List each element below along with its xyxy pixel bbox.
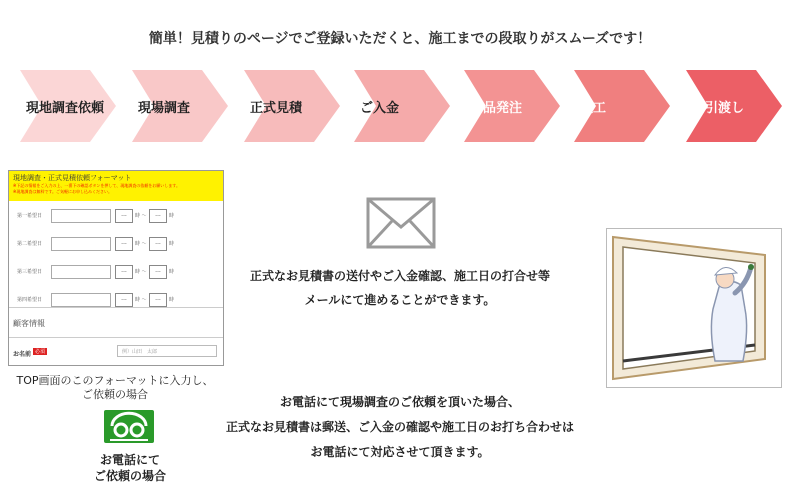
date-input[interactable] [51,293,111,307]
end-time-select[interactable]: --- [149,209,167,223]
flow-step [464,70,560,142]
form-caption-line: ご依頼の場合 [82,388,148,401]
time-unit-label: 時 〜 [135,269,147,275]
form-header [9,171,223,201]
flow-step-label: 施工 [580,101,607,116]
phone-description-line: 正式なお見積書は郵送、ご入金の確認や施工日のお打ち合わせは [225,420,574,434]
phone-caption-line: お電話にて [99,453,160,467]
time-unit-label: 時 〜 [135,241,147,247]
flow-step [354,70,450,142]
start-time-select[interactable]: --- [115,265,133,279]
form-caption-line: TOP画面のこのフォーマットに入力し、 [16,374,214,387]
headline: 簡単！見積りのページでご登録いただくと、施工までの段取りがスムーズです！ [148,31,652,47]
date-row-label: 第一希望日 [17,213,43,219]
flow-step-label: 現地調査依頼 [26,101,105,116]
flow-step [244,70,340,142]
flow-step [574,70,670,142]
flow-step-label: 現場調査 [138,101,191,116]
form-note: ※現地調査は無料です。ご気軽にお申し込みください。 [13,189,113,194]
flow-step [132,70,228,142]
end-time-select[interactable]: --- [149,265,167,279]
phone-description-line: お電話にて対応させて頂きます。 [310,445,490,459]
phone-description-line: お電話にて現場調査のご依頼を頂いた場合、 [279,395,520,409]
date-row-label: 第二希望日 [17,241,43,247]
form-note: ※下記の情報をご入力の上、一番下の確認ボタンを押して、現地調査の依頼をお願いします。 [13,183,180,188]
start-time-select[interactable]: --- [115,209,133,223]
mail-envelope-icon [366,197,436,253]
flow-step-label: お引渡し [692,101,745,116]
email-description-line: メールにて進めることができます。 [304,293,496,307]
window-installer-illustration [606,228,782,388]
customer-info-heading: 顧客情報 [13,319,45,328]
flow-step-label: ご入金 [360,101,400,116]
flow-step-label: 正式見積 [250,101,303,116]
time-unit-label: 時 [169,269,175,275]
date-row-label: 第三希望日 [17,269,43,275]
freedial-icon [104,410,154,443]
request-form-thumbnail [8,170,224,366]
name-input[interactable]: 例）山田 太郎 [117,345,217,357]
start-time-select[interactable]: --- [115,237,133,251]
time-unit-label: 時 [169,297,175,303]
time-unit-label: 時 [169,241,175,247]
phone-caption-line: ご依頼の場合 [93,469,166,483]
email-description [220,264,580,312]
name-label: お名前 [13,351,32,358]
date-input[interactable] [51,209,111,223]
form-date-row [9,233,223,255]
end-time-select[interactable]: --- [149,293,167,307]
divider [9,337,223,338]
form-date-row [9,261,223,283]
date-input[interactable] [51,265,111,279]
end-time-select[interactable]: --- [149,237,167,251]
time-unit-label: 時 [169,213,175,219]
time-unit-label: 時 〜 [135,297,147,303]
form-date-row [9,205,223,227]
email-description-line: 正式なお見積書の送付やご入金確認、施工日の打合せ等 [249,269,550,283]
date-input[interactable] [51,237,111,251]
form-title: 現地調査・正式見積依頼フォーマット [13,174,132,182]
flow-step [20,70,116,142]
required-badge: 必須 [35,349,46,355]
phone-description [160,390,640,465]
flow-step [686,70,782,142]
divider [9,307,223,308]
time-unit-label: 時 〜 [135,213,147,219]
start-time-select[interactable]: --- [115,293,133,307]
date-row-label: 第四希望日 [17,297,43,303]
flow-step-label: 商品発注 [470,101,523,116]
